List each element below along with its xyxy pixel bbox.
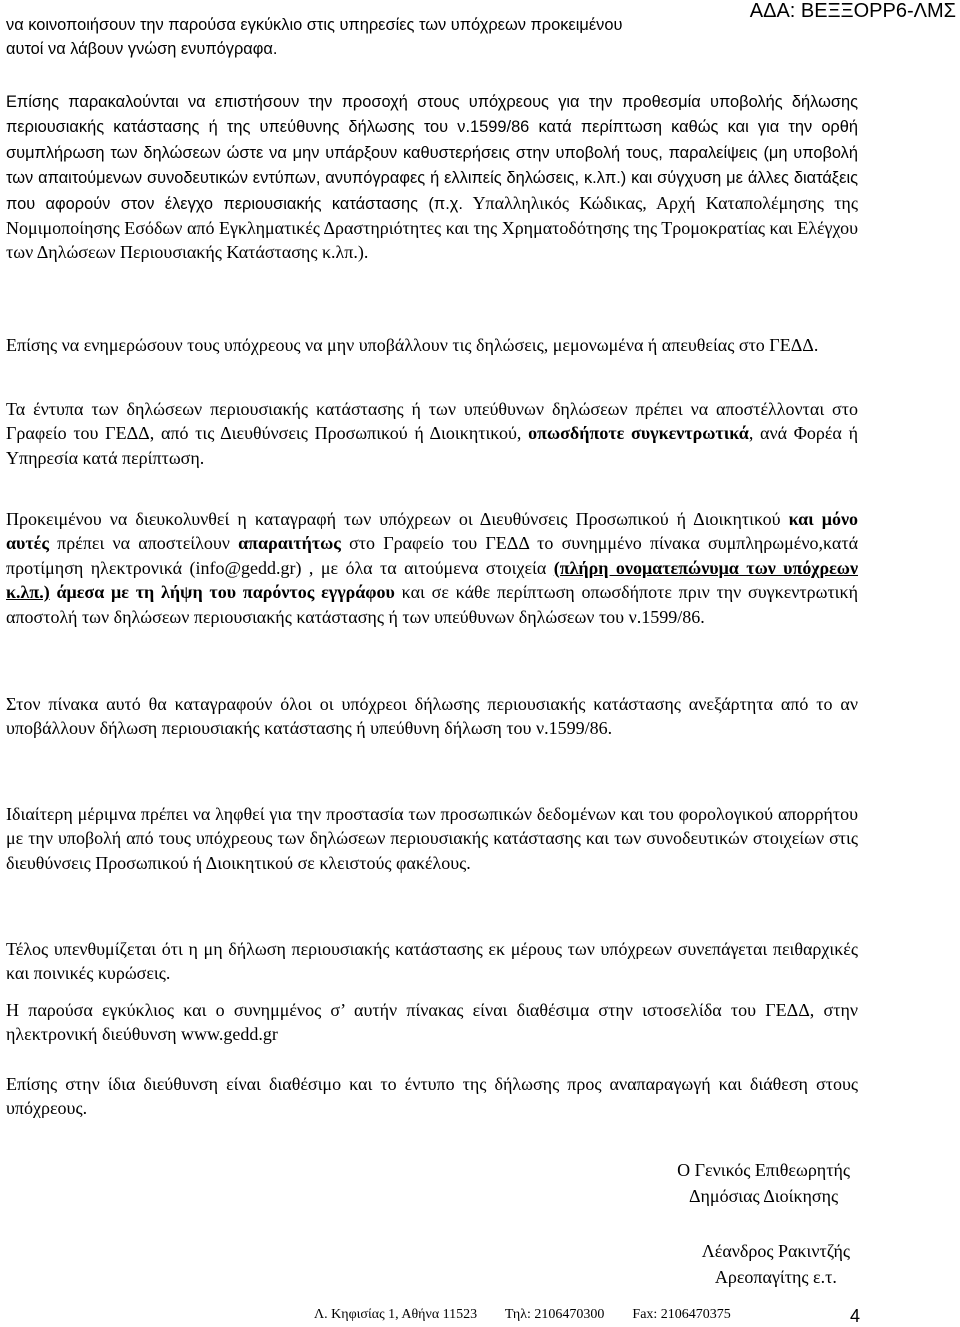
ada-code: ΑΔΑ: ΒΕΞΞΟΡΡ6-ΛΜΣ [749, 0, 956, 22]
paragraph-penalty: Τέλος υπενθυμίζεται ότι η μη δήλωση περιουσιακής κατάστασης εκ μέρους των υπόχρεων συνεπάγεται πειθαρχικές και ποινικές κυρώσεις. [6, 939, 858, 984]
registry-text-2: πρέπει να αποστείλουν [48, 533, 239, 554]
paragraph-forms [6, 397, 858, 470]
paragraph-website: Η παρούσα εγκύκλιος και ο συνημμένος σ’ αυτήν πίνακας είναι διαθέσιμα στην ιστοσελίδα του ΓΕΔΔ, στην ηλεκτρονική διεύθυνση www.gedd.gr [6, 1000, 858, 1045]
forms-text-end: , ανά Φορέα ή Υπηρεσία κατά περίπτωση. [6, 423, 858, 468]
footer-fax: Fax: 2106470375 [632, 1307, 731, 1322]
signature-name-block [702, 1238, 850, 1290]
registry-bold-underlined: (πλήρη ονοματεπώνυμα των υπόχρεων κ.λπ.) [6, 557, 858, 603]
signatory-rank: Αρεοπαγίτης ε.τ. [714, 1267, 837, 1287]
paragraph-privacy: Ιδιαίτερη μέριμνα πρέπει να ληφθεί για την προστασία των προσωπικών δεδομένων και του φορολογικού απορρήτου με την υποβολή από τους υπόχρεους των δηλώσεων περιουσιακής κατάστασης και των συνοδευτικών στοιχείων στις διευθύνσεις Προσωπικού ή Διοικητικού σε κλειστούς φακέλους. [6, 804, 858, 873]
intro-line-2: αυτοί να λάβουν γνώση ενυπόγραφα. [6, 40, 278, 58]
registry-text-1: Προκειμένου να διευκολυνθεί η καταγραφή των υπόχρεων οι Διευθύνσεις Προσωπικού ή Διοικητικού [6, 509, 789, 529]
registry-bold-2: απαραιτήτως [238, 533, 341, 554]
signature-title-line-1: Ο Γενικός Επιθεωρητής [677, 1160, 850, 1180]
footer-address: Λ. Κηφισίας 1, Αθήνα 11523 [314, 1307, 478, 1322]
paragraph-attention [6, 89, 858, 265]
registry-text-5: και σε κάθε περίπτωση οπωσδήποτε πριν την συγκεντρωτική αποστολή των δηλώσεων περιουσιακής κατάστασης ή των υπεύθυνων δηλώσεων του ν.1599/86. [6, 582, 859, 627]
attention-text-continued: Υπαλληλικός Κώδικας, Αρχή Καταπολέμησης της Νομιμοποίησης Εσόδων από Εγκληματικές Δραστηριότητες και της Χρηματοδότησης της Τρομοκρατίας και Ελέγχου των Δηλώσεων Περιουσιακής Κατάστασης κ.λπ.). [6, 192, 858, 263]
paragraph-table: Στον πίνακα αυτό θα καταγραφούν όλοι οι υπόχρεοι δήλωσης περιουσιακής κατάστασης ανεξάρτητα από το αν υποβάλλουν δήλωση περιουσιακής κατάστασης ή υπεύθυνη δήλωση του ν.1599/86. [6, 694, 858, 739]
paragraph-form-availability: Επίσης στην ίδια διεύθυνση είναι διαθέσιμο και το έντυπο της δήλωσης προς αναπαραγωγή και διάθεση στους υπόχρεους. [6, 1074, 858, 1119]
footer-phone: Τηλ: 2106470300 [504, 1307, 605, 1322]
page-number: 4 [850, 1306, 861, 1326]
forms-bold-text: οπωσδήποτε συγκεντρωτικά [528, 423, 749, 444]
registry-bold-1: και μόνο αυτές [6, 509, 858, 554]
signature-title-line-2: Δημόσιας Διοίκησης [688, 1186, 839, 1206]
registry-text-3: στο Γραφείο του ΓΕΔΔ το συνημμένο πίνακα συμπληρωμένο,κατά προτίμηση ηλεκτρονικά (info@gedd.gr) , με όλα τα αιτούμενα στοιχεία [6, 533, 858, 578]
registry-bold-3: άμεσα με τη λήψη του παρόντος εγγράφου [56, 582, 395, 603]
page-footer [314, 1306, 731, 1324]
signatory-name: Λέανδρος Ρακιντζής [701, 1241, 850, 1261]
forms-text: Τα έντυπα των δηλώσεων περιουσιακής κατάστασης ή των υπεύθυνων δηλώσεων πρέπει να αποστέλλονται στο Γραφείο του ΓΕΔΔ, από τις Διευθύνσεις Προσωπικού ή Διοικητικού, [6, 399, 858, 444]
signature-title [677, 1157, 850, 1209]
attention-text: Επίσης παρακαλούνται να επιστήσουν την προσοχή στους υπόχρεους για την προθεσμία υποβολής δήλωσης περιουσιακής κατάστασης ή της υπεύθυνης δήλωσης του ν.1599/86 κατά περίπτωση καθώς και για την ορθή συμπλήρωση των δηλώσεων ώστε να μην υπάρξουν καθυστερήσεις στην υποβολή τους, παραλείψεις (μη υποβολή των απαιτούμενων συνοδευτικών εντύπων, ανυπόγραφες ή ελλιπείς δηλώσεις, κ.λπ.) και σύγχυση με άλλες διατάξεις που αφορούν στον έλεγχο περιουσιακής κατάστασης (π.χ. [6, 93, 858, 213]
intro-line-1: να κοινοποιήσουν την παρούσα εγκύκλιο στις υπηρεσίες των υπόχρεων προκειμένου [6, 16, 623, 34]
paragraph-inform: Επίσης να ενημερώσουν τους υπόχρεους να μην υποβάλλουν τις δηλώσεις, μεμονωμένα ή απευθείας στο ΓΕΔΔ. [6, 335, 819, 355]
paragraph-registry [6, 507, 858, 629]
